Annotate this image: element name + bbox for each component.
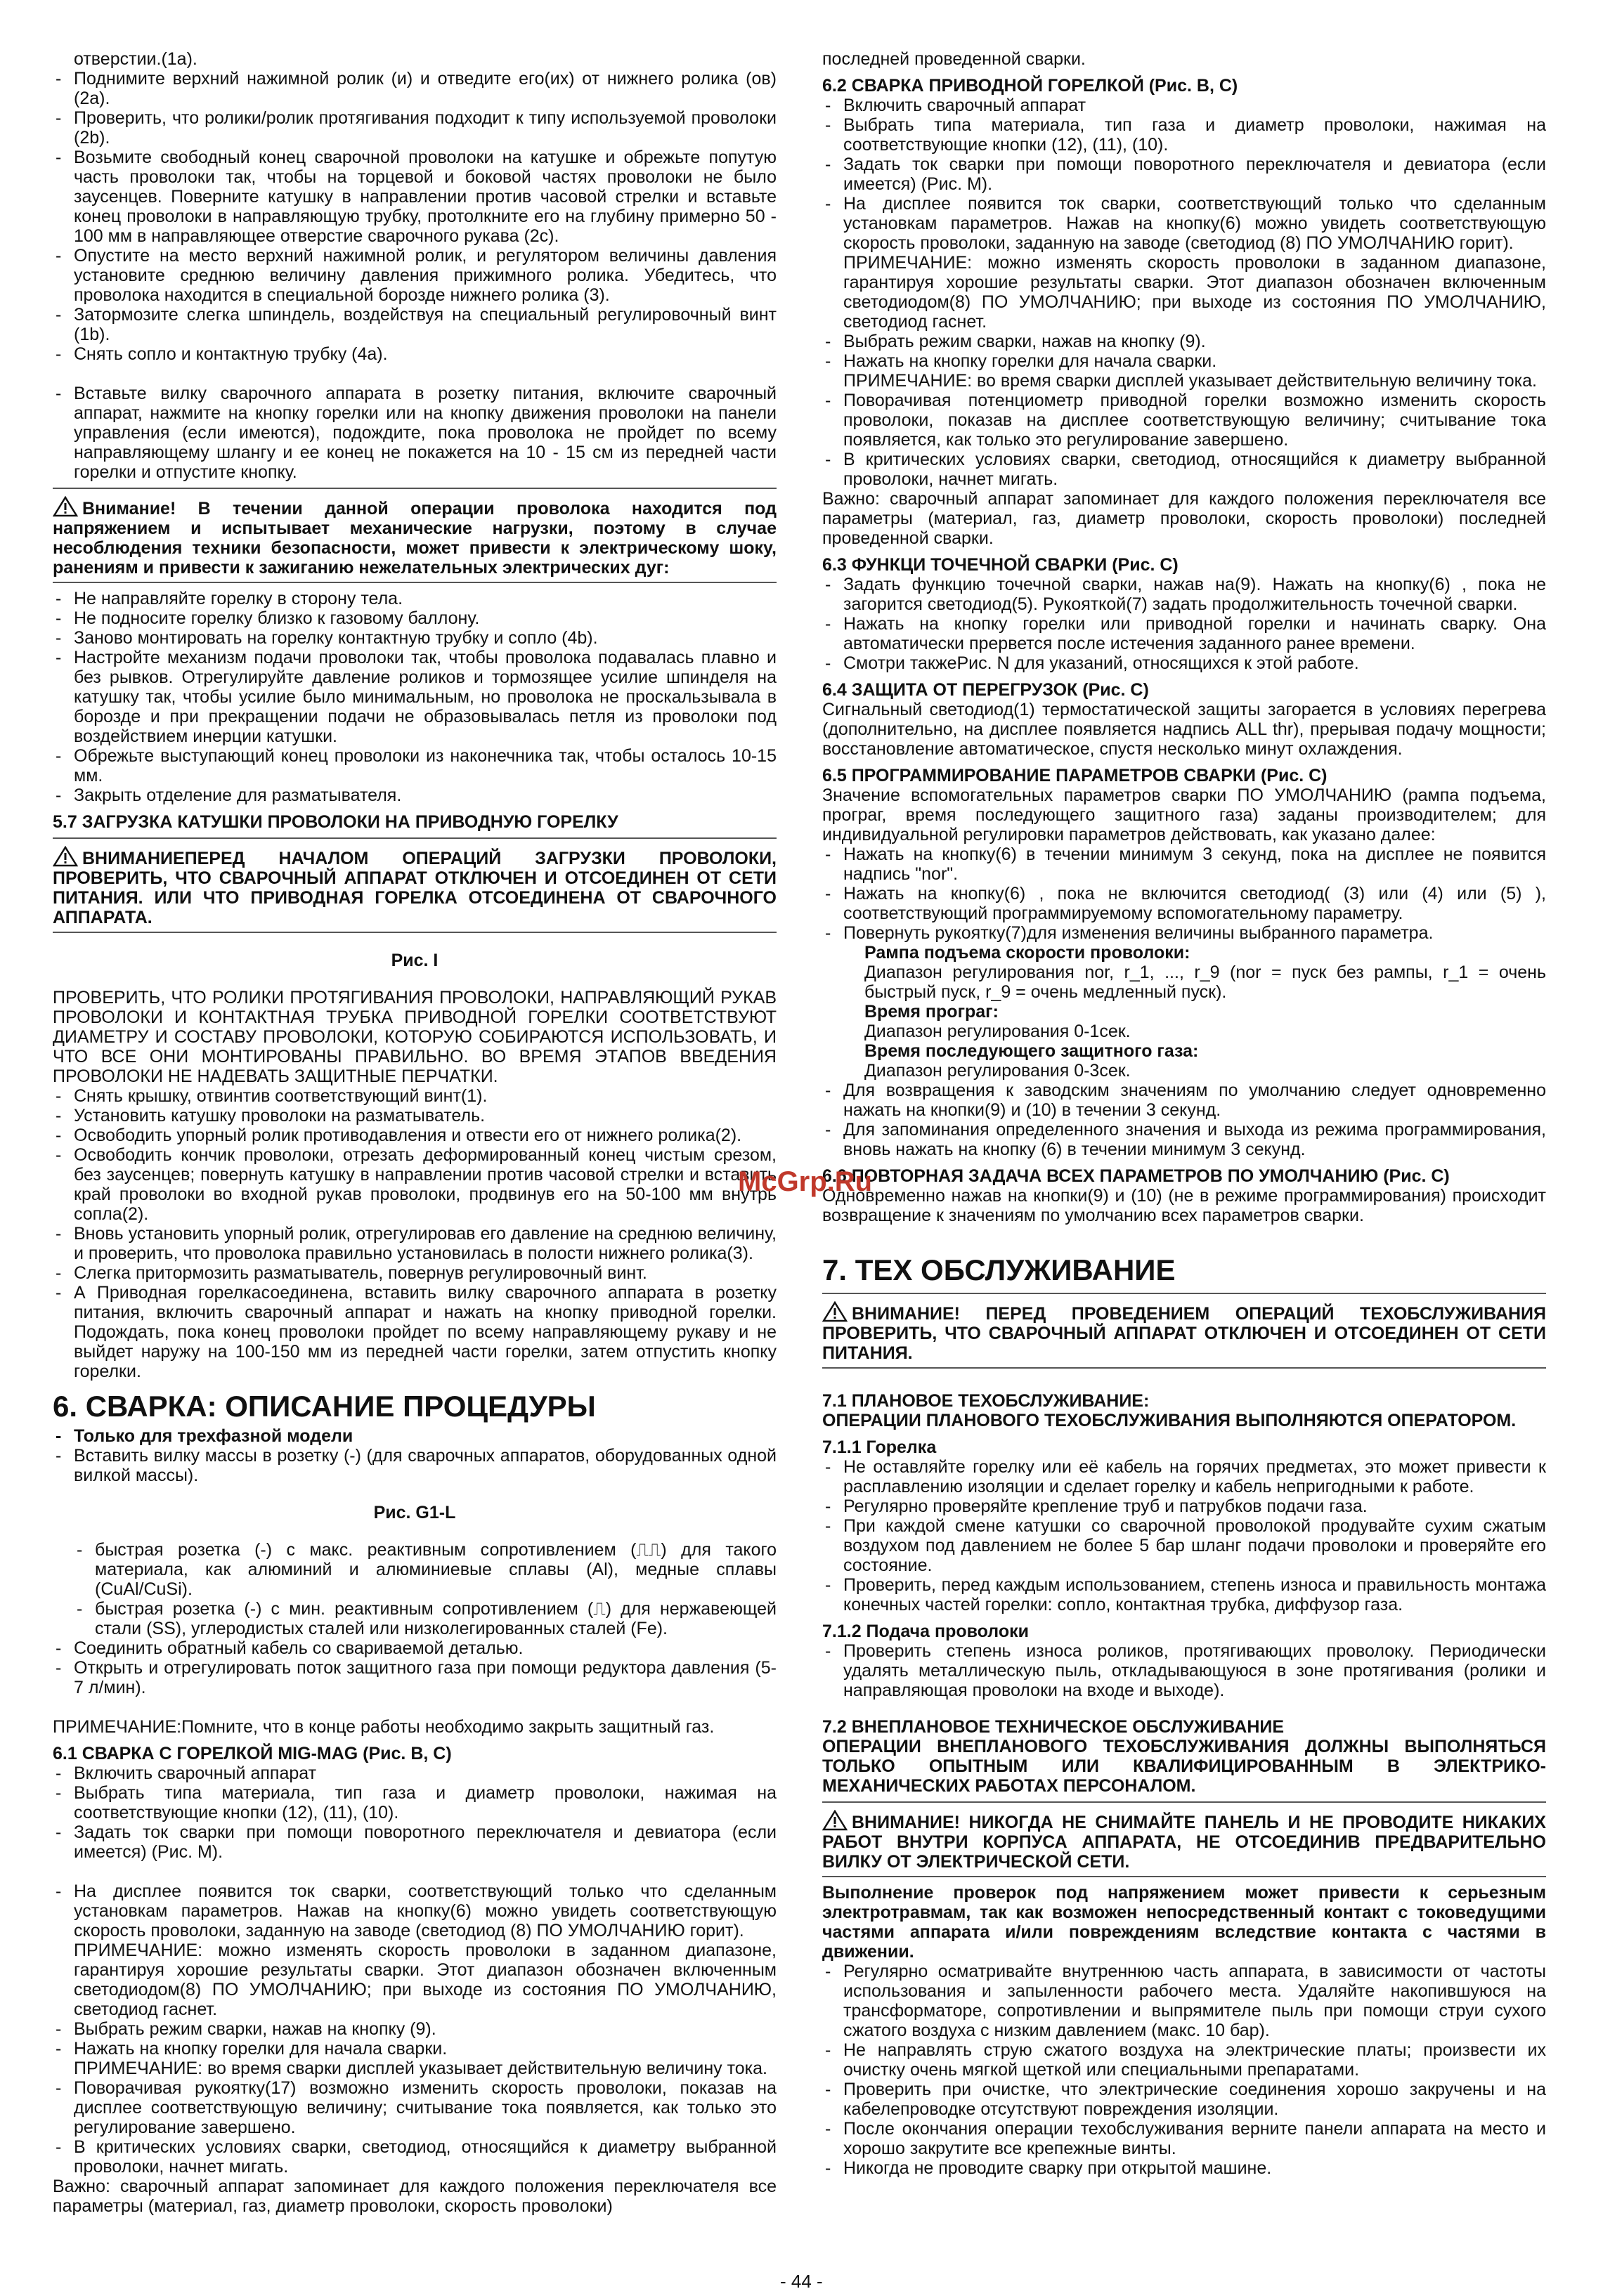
note-paragraph: ПРИМЕЧАНИЕ: во время сварки дисплей указывает действительную величину тока. — [843, 371, 1537, 391]
list-item: - Нажать на кнопку горелки для начала сварки. — [822, 351, 1546, 371]
list-item: - Установить катушку проволоки на разматыватель. — [53, 1106, 777, 1126]
spacer — [53, 1697, 777, 1717]
list-item: - В критических условиях сварки, светодиод, относящийся к диаметру выбранной проволоки, начнет мигать. — [822, 450, 1546, 489]
warning-icon — [822, 1301, 848, 1322]
list-item: - На дисплее появится ток сварки, соответствующий только что сделанным установкам параметров. Нажав на кнопку(6) можно увидеть соответствующую скорость проволоки, заданную на заводе (светодиод (8) ПО УМОЛЧАНИЮ горит). — [822, 194, 1546, 253]
section-heading: 6. СВАРКА: ОПИСАНИЕ ПРОЦЕДУРЫ — [53, 1390, 596, 1423]
spacer — [53, 1862, 777, 1881]
list-item: - Опустите на место верхний нажимной ролик, и регулятором величины давления установите среднюю величину давления прижимного ролика. Убедитесь, что проволока находится в специальной бороздe нижнего ролика (3). — [53, 246, 777, 305]
parameter-label: Время последующего защитного газа: — [864, 1041, 1199, 1061]
list-item: - Поворачивая потенциометр приводной горелки возможно изменить скорость проволоки, показав на дисплее соответствующую величину; считывание тока появляется, как только это регулирование завершено. — [822, 391, 1546, 450]
subsection-heading: 6.5 ПРОГРАММИРОВАНИЕ ПАРАМЕТРОВ СВАРКИ (Рис. C) — [822, 766, 1328, 785]
list-item: - При каждой смене катушки со сварочной проволокой продувайте сухим сжатым воздухом под давлением не более 5 бар шланг подачи проволоки и проверяйте его состояние. — [822, 1516, 1546, 1575]
note-paragraph: Диапазон регулирования nor, r_1, ..., r_9 (nor = пуск без рампы, r_1 = очень быстрый пуск, r_9 = очень медленный пуск). — [864, 963, 1546, 1002]
list-item: - Для запоминания определенного значения и выхода из режима программирования, вновь нажать на кнопку (6) в течении минимум 3 секунд. — [822, 1120, 1546, 1159]
note-paragraph: отверстии.(1a). — [74, 49, 197, 69]
list-item: - Включить сварочный аппарат — [53, 1763, 777, 1783]
list-item: - Смотри такжеРис. N для указаний, относящихся к этой работе. — [822, 653, 1546, 673]
warning-text: ВНИМАНИЕПЕРЕД НАЧАЛОМ ОПЕРАЦИЙ ЗАГРУЗКИ ПРОВОЛОКИ, ПРОВЕРИТЬ, ЧТО СВАРОЧНЫЙ АППАРАТ ОТКЛЮЧЕН И ОТСОЕДИНЕН ОТ СЕТИ ПИТАНИЯ. ИЛИ ЧТО ПРИВОДНАЯ ГОРЕЛКА ОТСОЕДИНЕНА ОТ СВАРОЧНОГО АППАРАТА. — [53, 849, 777, 927]
spacer — [822, 1700, 1546, 1710]
subsection-heading: 6.2 СВАРКА ПРИВОДНОЙ ГОРЕЛКОЙ (Рис. B, C) — [822, 76, 1238, 96]
right-column — [822, 49, 1546, 2178]
warning-text: ВНИМАНИЕ! ПЕРЕД ПРОВЕДЕНИЕМ ОПЕРАЦИЙ ТЕХОБСЛУЖИВАНИЯ ПРОВЕРИТЬ, ЧТО СВАРОЧНЫЙ АППАРАТ ОТКЛЮЧЕН И ОТСОЕДИНЕН ОТ СЕТИ ПИТАНИЯ. — [822, 1304, 1546, 1363]
list-item: - Снять сопло и контактную трубку (4a). — [53, 344, 777, 364]
list-item: - Проверить, перед каждым использованием, степень износа и правильность монтажа конечных частей горелки: сопло, контактная трубка, диффузор газа. — [822, 1575, 1546, 1615]
list-item: - Только для трехфазной модели — [53, 1426, 777, 1446]
subsection-heading: 6.4 ЗАЩИТА ОТ ПЕРЕГРУЗОК (Рис. C) — [822, 680, 1149, 700]
figure-reference: Рис. I — [391, 951, 439, 970]
subsection-heading: 7.1 ПЛАНОВОЕ ТЕХОБСЛУЖИВАНИЕ: — [822, 1391, 1150, 1411]
list-item: - Включить сварочный аппарат — [822, 96, 1546, 115]
section-heading: 7. ТЕХ ОБСЛУЖИВАНИЕ — [822, 1253, 1176, 1286]
list-item: - Регулярно осматривайте внутреннюю часть аппарата, в зависимости от частоты использования и запыленности рабочего места. Удаляйте накопившуюся на трансформаторе, сопротивлении и выпрямителе пыль при помощи струи сухого сжатого воздуха с низким давлением (макс. 10 бар). — [822, 1962, 1546, 2040]
note-paragraph: ПРИМЕЧАНИЕ: можно изменять скорость проволоки в заданном диапазоне, гарантируя хорошие результаты сварки. Этот диапазон обозначен включенным светодиодом(8) ПО УМОЛЧАНИЮ; при выходе из состояния ПО УМОЛЧАНИЮ, светодиод гаснет. — [74, 1940, 777, 2019]
list-item: - Выбрать режим сварки, нажав на кнопку (9). — [53, 2019, 777, 2039]
list-item: - Нажать на кнопку горелки или приводной горелки и начинать сварку. Она автоматически прервется после истечения заданного ранее времени. — [822, 614, 1546, 653]
list-item: - Повернуть рукоятку(7)для изменения величины выбранного параметра. — [822, 923, 1546, 943]
warning-box — [822, 1801, 1546, 1877]
list-item: - Для возвращения к заводским значениям по умолчанию следует одновременно нажать на кнопки(9) и (10) в течении 3 секунд. — [822, 1081, 1546, 1120]
bold-paragraph: Выполнение проверок под напряжением может привести к серьезным электротравмам, так как возможен непосредственный контакт с токоведущими частями аппарата и/или повреждениям вследствие контакта с частями в движении. — [822, 1883, 1546, 1962]
subsection-heading: 7.2 ВНЕПЛАНОВОЕ ТЕХНИЧЕСКОЕ ОБСЛУЖИВАНИЕ — [822, 1717, 1285, 1737]
list-item: - Выбрать типа материала, тип газа и диаметр проволоки, нажимая на соответствующие кнопки (12), (11), (10). — [822, 115, 1546, 155]
bold-paragraph: ОПЕРАЦИИ ВНЕПЛАНОВОГО ТЕХОБСЛУЖИВАНИЯ ДОЛЖНЫ ВЫПОЛНЯТЬСЯ ТОЛЬКО ОПЫТНЫМ ИЛИ КВАЛИФИЦИРОВАННЫМ В ЭЛЕКТРИКО-МЕХАНИЧЕСКИХ РАБОТАХ ПЕРСОНАЛОМ. — [822, 1737, 1546, 1796]
list-item: - Вновь установить упорный ролик, отрегулировав его давление на среднюю величину, и проверить, что проволока правильно установилась в полости нижнего ролика(3). — [53, 1224, 777, 1263]
list-item: - Нажать на кнопку(6) в течении минимум 3 секунд, пока на дисплее не появится надпись "nor". — [822, 844, 1546, 884]
subsection-heading: 6.3 ФУНКЦИ ТОЧЕЧНОЙ СВАРКИ (Рис. C) — [822, 555, 1179, 575]
paragraph: ПРОВЕРИТЬ, ЧТО РОЛИКИ ПРОТЯГИВАНИЯ ПРОВОЛОКИ, НАПРАВЛЯЮЩИЙ РУКАВ ПРОВОЛОКИ И КОНТАКТНАЯ ТРУБКА ПРИВОДНОЙ ГОРЕЛКИ СООТВЕТСТВУЮТ ДИАМЕТРУ И СОСТАВУ ПРОВОЛОКИ, КОТОРУЮ СОБИРАЮТСЯ ИСПОЛЬЗОВАТЬ, И ЧТО ВСЕ ОНИ МОНТИРОВАНЫ ПРАВИЛЬНО. ВО ВРЕМЯ ЭТАПОВ ВВЕДЕНИЯ ПРОВОЛОКИ НЕ НАДЕВАТЬ ЗАЩИТНЫЕ ПЕРЧАТКИ. — [53, 988, 777, 1086]
note-paragraph: Диапазон регулирования 0-1сек. — [864, 1022, 1131, 1041]
list-item: - Поднимите верхний нажимной ролик (и) и отведите его(их) от нижнего ролика (ов) (2a). — [53, 69, 777, 108]
warning-box — [53, 837, 777, 933]
warning-text: Внимание! В течении данной операции проволока находится под напряжением и испытывает механические нагрузки, поэтому в случае несоблюдения техники безопасности, может привести к электрическому шоку, ранениям и привести к зажиганию нежелательных электрических дуг: — [53, 499, 777, 578]
note-paragraph: ПРИМЕЧАНИЕ: можно изменять скорость проволоки в заданном диапазоне, гарантируя хорошие результаты сварки. Этот диапазон обозначен включенным светодиодом(8) ПО УМОЛЧАНИЮ; при выходе из состояния ПО УМОЛЧАНИЮ, светодиод гаснет. — [843, 253, 1546, 332]
subsection-heading: 7.1.2 Подача проволоки — [822, 1622, 1030, 1641]
list-item: - Задать функцию точечной сварки, нажав на(9). Нажать на кнопку(6) , пока не загорится светодиод(5). Рукояткой(7) задать продолжительность точечной сварки. — [822, 575, 1546, 614]
left-column — [53, 49, 777, 2216]
list-item: - Обрежьте выступающий конец проволоки из наконечника так, чтобы осталось 10-15 мм. — [53, 746, 777, 785]
list-item: - После окончания операции техобслуживания верните панели аппарата на место и хорошо закрутите все крепежные винты. — [822, 2119, 1546, 2158]
watermark: McGrp.Ru — [738, 1166, 873, 1197]
list-item: - Настройте механизм подачи проволоки так, чтобы проволока подавалась плавно и без рывков. Отрегулируйте давление роликов и тормозящее усилие шпинделя на катушку так, чтобы усилие было минимальным, но проволока не проскальзывала в борозде и при прекращении подачи не образовывалась петля из проволоки под воздействием инерции катушки. — [53, 648, 777, 746]
list-item: - быстрая розетка (-) с мин. реактивным сопротивлением (⎍) для нержавеющей стали (SS), углеродистых сталей или низколегированных сталей (Fe). — [53, 1599, 777, 1638]
list-item: - Заново монтировать на горелку контактную трубку и сопло (4b). — [53, 628, 777, 648]
paragraph: последней проведенной сварки. — [822, 49, 1086, 69]
subsection-heading: 5.7 ЗАГРУЗКА КАТУШКИ ПРОВОЛОКИ НА ПРИВОДНУЮ ГОРЕЛКУ — [53, 812, 618, 832]
list-item: - Вставьте вилку сварочного аппарата в розетку питания, включите сварочный аппарат, нажмите на кнопку горелки или на кнопку движения проволоки на панели управления (если имеются), подождите, пока проволока не пройдет по всему направляющему шлангу и ее конец не покажется на 10 - 15 см из передней части горелки и отпустите кнопку. — [53, 384, 777, 482]
list-item: - Задать ток сварки при помощи поворотного переключателя и девиатора (если имеется) (Рис. M). — [822, 155, 1546, 194]
list-item: - Соединить обратный кабель со свариваемой деталью. — [53, 1638, 777, 1658]
list-item: - Никогда не проводите сварку при открытой машине. — [822, 2158, 1546, 2178]
list-item: - Поворачивая рукоятку(17) возможно изменить скорость проволоки, показав на дисплее соответствующую величину; считывание тока появляется, как только это регулирование завершено. — [53, 2078, 777, 2137]
list-item: - На дисплее появится ток сварки, соответствующий только что сделанным установкам параметров. Нажав на кнопку(6) можно увидеть соответствующую скорость проволоки, заданную на заводе (светодиод (8) ПО УМОЛЧАНИЮ горит). — [53, 1881, 777, 1940]
note-paragraph: ПРИМЕЧАНИЕ: во время сварки дисплей указывает действительную величину тока. — [74, 2059, 767, 2078]
list-item: - Возьмите свободный конец сварочной проволоки на катушке и обрежьте попутую часть проволоки так, чтобы на торцевой и боковой частях проволоки не было заусенцев. Поверните катушку в направлении против часовой стрелки и вставьте конец проволоки в направляющую трубку, протолкните его на глубину примерно 50 - 100 мм в направляющее отверстие сварочного рукава (2c). — [53, 148, 777, 246]
list-item: - В критических условиях сварки, светодиод, относящийся к диаметру выбранной проволоки, начнет мигать. — [53, 2137, 777, 2177]
warning-box — [53, 488, 777, 583]
list-item: - Снять крышку, отвинтив соответствующий винт(1). — [53, 1086, 777, 1106]
warning-icon — [53, 846, 78, 867]
list-item: - Нажать на кнопку(6) , пока не включится светодиод( (3) или (4) или (5) ), соответствующий программируемому вспомогательному параметру. — [822, 884, 1546, 923]
list-item: - Проверить при очистке, что электрические соединения хорошо закручены и на кабелепроводке отсутствуют повреждения изоляции. — [822, 2080, 1546, 2119]
warning-icon — [822, 1810, 848, 1831]
list-item: - Освободить упорный ролик противодавления и отвести его от нижнего ролика(2). — [53, 1126, 777, 1145]
list-item: - Открыть и отрегулировать поток защитного газа при помощи редуктора давления (5-7 л/мин). — [53, 1658, 777, 1697]
note-paragraph: Диапазон регулирования 0-3сек. — [864, 1061, 1131, 1081]
paragraph: Важно: сварочный аппарат запоминает для каждого положения переключателя все параметры (материал, газ, диаметр проволоки, скорость проволоки) — [53, 2177, 777, 2216]
paragraph: Сигнальный светодиод(1) термостатической защиты загорается в условиях перегрева (дополнительно, на дисплее появляется надпись ALL thr), прерывая подачу мощности; восстановление автоматическое, спустя несколько минут охлаждения. — [822, 700, 1546, 759]
paragraph: Значение вспомогательных параметров сварки ПО УМОЛЧАНИЮ (рампа подъема, програг, время последующего защитного газа) заданы производителем; для индивидуальной регулировки параметров действовать, как указано далее: — [822, 785, 1546, 844]
list-item: - Слегка притормозить разматыватель, повернув регулировочный винт. — [53, 1263, 777, 1283]
list-item: - Регулярно проверяйте крепление труб и патрубков подачи газа. — [822, 1496, 1546, 1516]
list-item: - Выбрать режим сварки, нажав на кнопку (9). — [822, 332, 1546, 351]
list-item: - Задать ток сварки при помощи поворотного переключателя и девиатора (если имеется) (Рис. M). — [53, 1822, 777, 1862]
list-item: - Затормозите слегка шпиндель, воздействуя на специальный регулировочный винт (1b). — [53, 305, 777, 344]
paragraph: Важно: сварочный аппарат запоминает для каждого положения переключателя все параметры (материал, газ, диаметр проволоки, скорость проволоки) последней проведенной сварки. — [822, 489, 1546, 548]
parameter-label: Время програг: — [864, 1002, 999, 1022]
list-item: - Нажать на кнопку горелки для начала сварки. — [53, 2039, 777, 2059]
list-item: - Закрыть отделение для разматывателя. — [53, 785, 777, 805]
list-item: - Не направляйте горелку в сторону тела. — [53, 589, 777, 608]
bold-paragraph: ОПЕРАЦИИ ПЛАНОВОГО ТЕХОБСЛУЖИВАНИЯ ВЫПОЛНЯЮТСЯ ОПЕРАТОРОМ. — [822, 1411, 1517, 1430]
list-item: - быстрая розетка (-) с макс. реактивным сопротивлением (⎍⎍) для такого материала, как алюминий и алюминиевые сплавы (Al), медные сплавы (CuAl/CuSi). — [53, 1540, 777, 1599]
paragraph: Одновременно нажав на кнопки(9) и (10) (не в режиме программирования) происходит возвращение к значениям по умолчанию всех параметров сварки. — [822, 1186, 1546, 1225]
list-item: - Выбрать типа материала, тип газа и диаметр проволоки, нажимая на соответствующие кнопки (12), (11), (10). — [53, 1783, 777, 1822]
warning-text: ВНИМАНИЕ! НИКОГДА НЕ СНИМАЙТЕ ПАНЕЛЬ И НЕ ПРОВОДИТЕ НИКАКИХ РАБОТ ВНУТРИ КОРПУСА АППАРАТА, НЕ ОТСОЕДИНИВ ПРЕДВАРИТЕЛЬНО ВИЛКУ ОТ ЭЛЕКТРИЧЕСКОЙ СЕТИ. — [822, 1813, 1546, 1872]
list-item: - Не подносите горелку близко к газовому баллону. — [53, 608, 777, 628]
list-item: - Проверить степень износа роликов, протягивающих проволоку. Периодически удалять металлическую пыль, откладывающуюся в зоне протягивания (ролики и направляющая проволоки на входе и выходе). — [822, 1641, 1546, 1700]
spacer — [822, 1225, 1546, 1245]
warning-icon — [53, 496, 78, 517]
paragraph: ПРИМЕЧАНИЕ:Помните, что в конце работы необходимо закрыть защитный газ. — [53, 1717, 715, 1737]
spacer — [53, 364, 777, 384]
list-item: - Проверить, что ролики/ролик протягивания подходит к типу используемой проволоки (2b). — [53, 108, 777, 148]
list-item: - Освободить кончик проволоки, отрезать деформированный конец чистым срезом, без заусенцев; повернуть катушку в направлении против часовой стрелки и вставить край проволоки во входной рукав проволоки, продвинув его на 50-100 мм внутрь сопла(2). — [53, 1145, 777, 1224]
list-item: - Вставить вилку массы в розетку (-) (для сварочных аппаратов, оборудованных одной вилкой массы). — [53, 1446, 777, 1485]
page-number: - 44 - — [780, 2271, 823, 2292]
subsection-heading: 6.1 СВАРКА С ГОРЕЛКОЙ MIG-MAG (Рис. B, C) — [53, 1744, 452, 1763]
list-item: - А Приводная горелкасоединена, вставить вилку сварочного аппарата в розетку питания, включить сварочный аппарат и нажать на кнопку приводной горелки. Подождать, пока конец проволоки пройдет по всему направляющему рукаву и не выйдет наружу на 100-150 мм из передней части горелки, затем отпустить кнопку горелки. — [53, 1283, 777, 1381]
list-item: - Не направлять струю сжатого воздуха на электрические платы; произвести их очистку очень мягкой щеткой или специальными препаратами. — [822, 2040, 1546, 2080]
parameter-label: Рампа подъема скорости проволоки: — [864, 943, 1190, 963]
subsection-heading: 7.1.1 Горелка — [822, 1437, 937, 1457]
list-item: - Не оставляйте горелку или её кабель на горячих предметах, это может привести к расплавлению изоляции и сделает горелку и кабель непригодными к работе. — [822, 1457, 1546, 1496]
figure-reference: Рис. G1-L — [373, 1503, 456, 1522]
warning-box — [822, 1293, 1546, 1369]
subsection-heading: 6.6 ПОВТОРНАЯ ЗАДАЧА ВСЕХ ПАРАМЕТРОВ ПО УМОЛЧАНИЮ (Рис. C) — [822, 1166, 1450, 1186]
spacer — [822, 1374, 1546, 1384]
